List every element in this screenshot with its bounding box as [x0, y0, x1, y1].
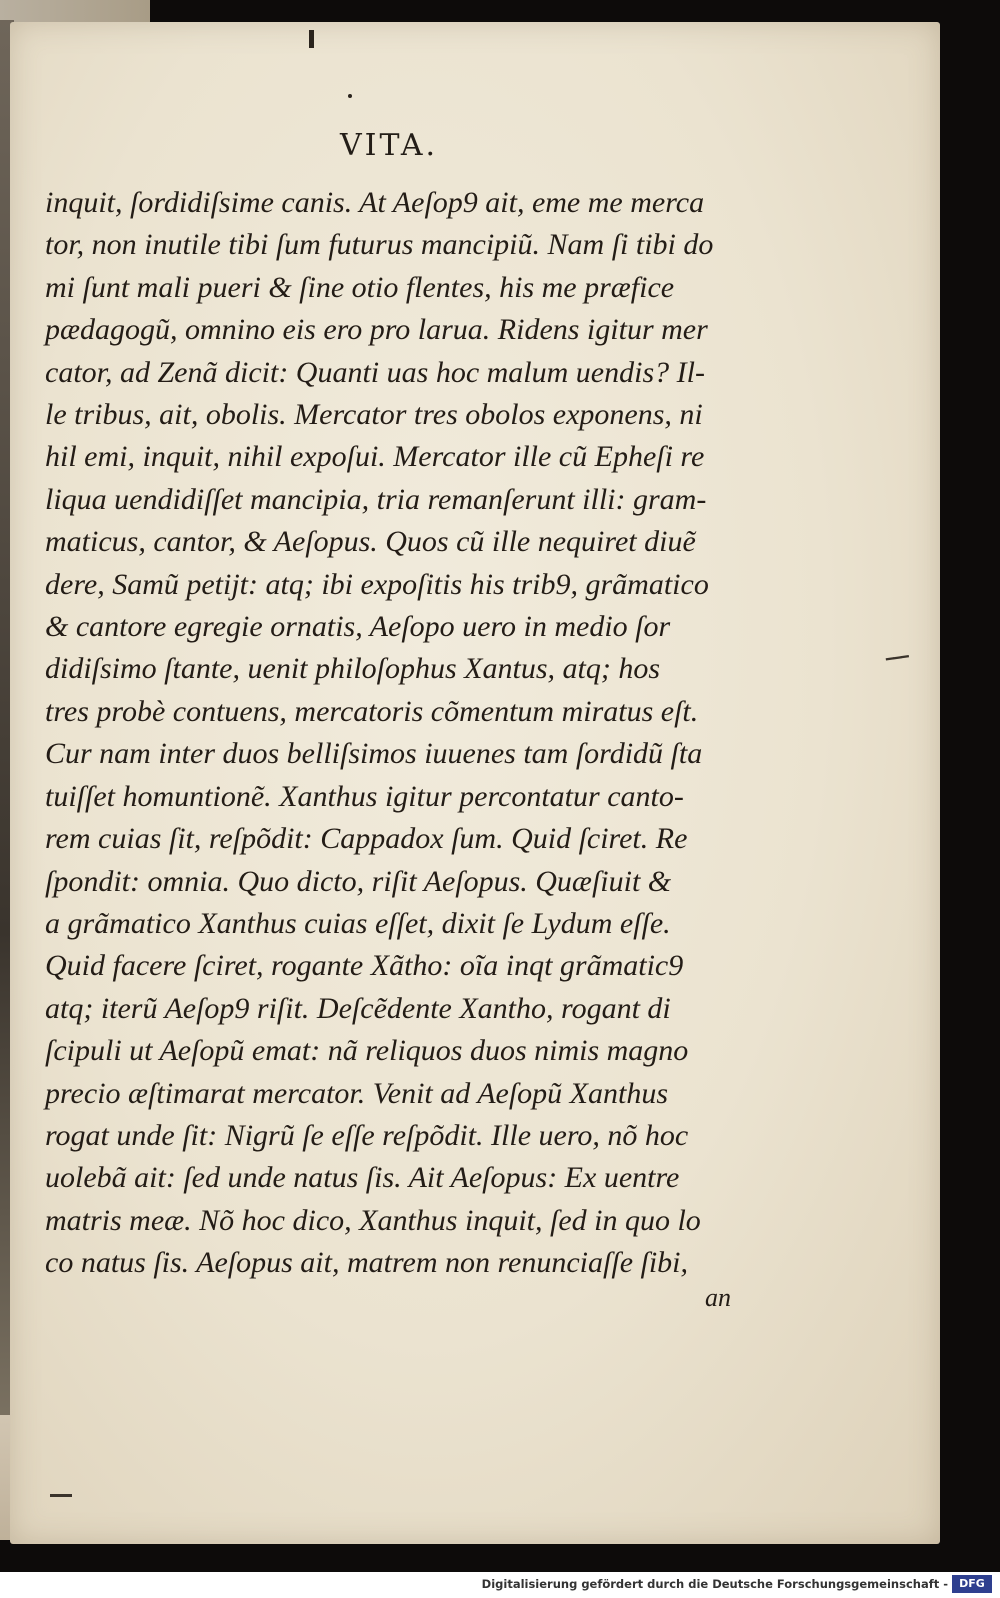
ink-mark [309, 30, 314, 48]
text-line: Cur nam inter duos belliſsimos iuuenes tam ſordidũ ſta [45, 737, 703, 771]
text-line: cator, ad Zenã dicit: Quanti uas hoc malum uendis? Il- [45, 355, 705, 389]
text-line: mi ſunt mali pueri & ſine otio flentes, his me præfice [45, 270, 675, 304]
catchword: an [705, 1283, 731, 1312]
text-line: pædagogũ, omnino eis ero pro larua. Ridens igitur mer [45, 313, 708, 347]
text-line: ſpondit: omnia. Quo dicto, riſit Aeſopus. Quæſiuit & [45, 864, 672, 898]
text-line: a grãmatico Xanthus cuias eſſet, dixit ſe Lydum eſſe. [45, 906, 671, 940]
text-line: ſcipuli ut Aeſopũ emat: nã reliquos duos nimis magno [45, 1034, 689, 1068]
text-line: tuiſſet homuntionẽ. Xanthus igitur percontatur canto- [45, 779, 684, 813]
text-line: hil emi, inquit, nihil expoſui. Mercator ille cũ Epheſi re [45, 440, 705, 474]
text-line: Quid facere ſciret, rogante Xãtho: oĩa inqt grãmatic9 [45, 949, 684, 983]
text-line: atq; iterũ Aeſop9 riſit. Deſcẽdente Xantho, rogant di [45, 991, 671, 1025]
running-head: VITA. [340, 128, 439, 163]
text-line: matris meæ. Nõ hoc dico, Xanthus inquit, ſed in quo lo [45, 1203, 701, 1237]
margin-mark: ـــ [883, 634, 910, 668]
text-line: rogat unde ſit: Nigrũ ſe eſſe reſpõdit. Ille uero, nõ hoc [45, 1118, 689, 1152]
text-line: inquit, ſordidiſsime canis. At Aeſop9 ait, eme me merca [45, 186, 705, 219]
text-line: uolebã ait: ſed unde natus ſis. Ait Aeſopus: Ex uentre [45, 1161, 680, 1195]
dfg-logo: DFG [952, 1575, 992, 1593]
footer-credit: Digitalisierung gefördert durch die Deutsche Forschungsgemeinschaft - [481, 1577, 948, 1591]
text-line: co natus ſis. Aeſopus ait, matrem non renunciaſſe ſibi, [45, 1246, 689, 1280]
text-line: & cantore egregie ornatis, Aeſopo uero in medio ſor [45, 610, 671, 644]
text-line: rem cuias ſit, reſpõdit: Cappadox ſum. Quid ſciret. Re [45, 822, 688, 856]
text-block [45, 182, 745, 1285]
text-line: tres probè contuens, mercatoris cõmentum miratus eſt. [45, 694, 699, 728]
ink-dash [50, 1494, 72, 1497]
text-line: maticus, cantor, & Aeſopus. Quos cũ ille nequiret diuẽ [45, 525, 696, 559]
text-line: le tribus, ait, obolis. Mercator tres obolos exponens, ni [45, 398, 703, 432]
ink-dot [348, 94, 352, 98]
text-line: dere, Samũ petijt: atq; ibi expoſitis his trib9, grãmatico [45, 567, 709, 601]
text-line: tor, non inutile tibi ſum futurus mancipiũ. Nam ſi tibi do [45, 228, 714, 262]
text-line: precio æſtimarat mercator. Venit ad Aeſopũ Xanthus [45, 1076, 669, 1110]
text-line: liqua uendidiſſet mancipia, tria remanſerunt illi: gram- [45, 482, 707, 516]
text-line: didiſsimo ſtante, uenit philoſophus Xantus, atq; hos [45, 652, 660, 686]
